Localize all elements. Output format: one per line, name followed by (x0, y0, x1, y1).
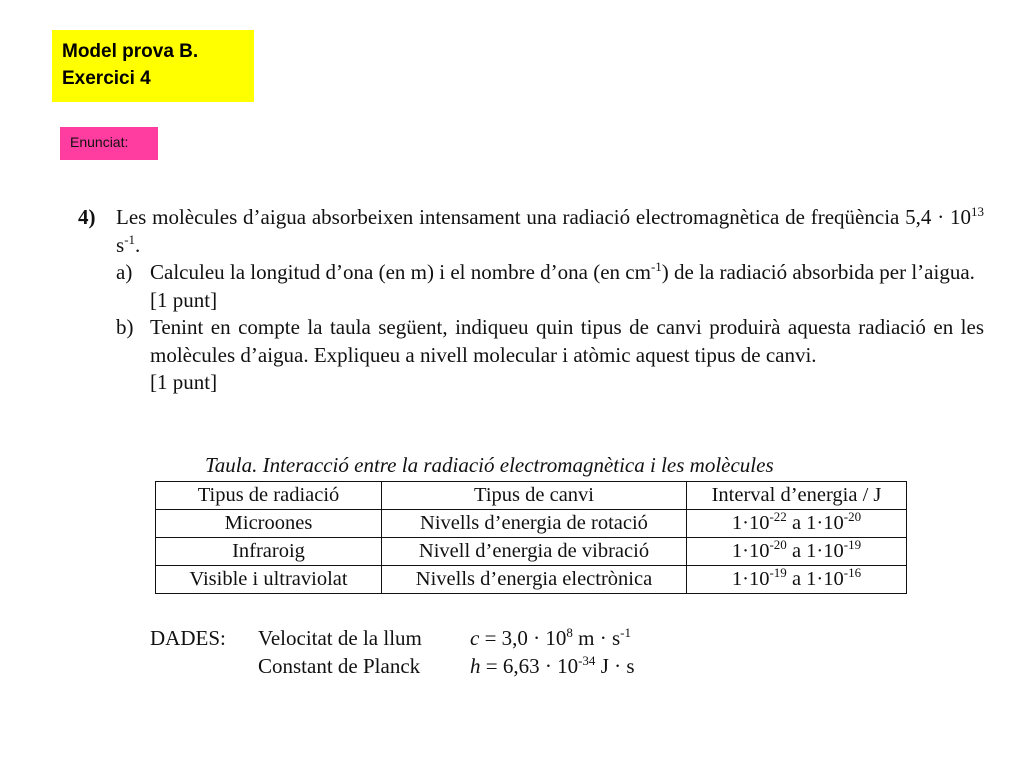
intro-exponent: 13 (971, 204, 984, 219)
part-a-text (150, 259, 984, 287)
table-row (156, 566, 907, 594)
planck-name: Constant de Planck (258, 654, 421, 678)
header-energy: Interval d’energia / J (687, 482, 907, 510)
title-line-1: Model prova B. (62, 41, 199, 62)
title-line-2: Exercici 4 (62, 68, 151, 89)
table-caption: Taula. Interacció entre la radiació electromagnètica i les molècules (205, 453, 774, 477)
part-a-exponent: -1 (650, 259, 662, 274)
table-row (156, 510, 907, 538)
energy-sep: a 1·10 (786, 568, 844, 590)
intro-unit-exponent: -1 (124, 231, 136, 247)
table-row (156, 538, 907, 566)
energy-sep: a 1·10 (786, 540, 844, 562)
energy-exp-low: -22 (769, 509, 787, 524)
statement-label: Enunciat: (60, 127, 158, 160)
energy-exp-low: -19 (769, 565, 787, 580)
cell-energy (687, 538, 907, 566)
light-speed-exponent: 8 (566, 625, 573, 640)
energy-base: 1·10 (731, 568, 770, 590)
part-b-label: b) (116, 315, 134, 339)
cell-energy (687, 566, 907, 594)
part-a-text-2: ) de la radiació absorbida per l’aigua. (661, 260, 975, 284)
intro-text: Les molècules d’aigua absorbeixen intensament una radiació electromagnètica de freqüència 5,4 · 10 (116, 205, 971, 229)
part-a-label: a) (116, 260, 133, 284)
part-b-points: [1 punt] (150, 370, 218, 394)
part-a-points: [1 punt] (150, 287, 218, 312)
data-label: DADES: (150, 626, 226, 650)
cell-change: Nivells d’energia electrònica (382, 566, 687, 594)
light-speed-name: Velocitat de la llum (258, 626, 422, 650)
problem-number: 4) (78, 205, 96, 229)
planck-value (470, 652, 635, 680)
radiation-table (155, 481, 907, 594)
problem-intro (116, 204, 984, 259)
light-speed-unit: m · s (572, 626, 621, 650)
part-a (116, 259, 984, 314)
cell-radiation: Visible i ultraviolat (156, 566, 382, 594)
title-box (52, 30, 254, 102)
problem-statement (78, 204, 984, 397)
cell-radiation: Infraroig (156, 538, 382, 566)
light-speed-unit-exponent: -1 (620, 625, 632, 640)
planck-symbol: h (470, 654, 481, 678)
light-speed-value (470, 624, 631, 652)
energy-base: 1·10 (731, 540, 770, 562)
energy-exp-high: -20 (843, 509, 862, 524)
planck-exponent: -34 (578, 653, 596, 668)
intro-end: . (135, 232, 141, 257)
energy-exp-high: -16 (843, 565, 862, 580)
header-radiation: Tipus de radiació (156, 482, 382, 510)
part-a-text-1: Calculeu la longitud d’ona (en m) i el nombre d’ona (en cm (150, 260, 651, 284)
light-speed-symbol: c (470, 626, 480, 650)
table-header-row (156, 482, 907, 510)
planck-unit: J · s (595, 654, 635, 678)
energy-sep: a 1·10 (786, 512, 844, 534)
cell-energy (687, 510, 907, 538)
cell-radiation: Microones (156, 510, 382, 538)
planck-number: = 6,63 · 10 (480, 654, 579, 678)
energy-exp-high: -19 (843, 537, 862, 552)
header-change: Tipus de canvi (382, 482, 687, 510)
intro-unit: s (116, 232, 125, 257)
energy-exp-low: -20 (769, 537, 787, 552)
energy-base: 1·10 (731, 512, 770, 534)
cell-change: Nivell d’energia de vibració (382, 538, 687, 566)
part-b (116, 314, 984, 397)
light-speed-number: = 3,0 · 10 (479, 626, 567, 650)
part-b-text: Tenint en compte la taula següent, indiqueu quin tipus de canvi produirà aquesta radiació en les molècules d’aigua. Expliqueu a nivell molecular i atòmic aquest tipus de canvi. (150, 315, 984, 367)
cell-change: Nivells d’energia de rotació (382, 510, 687, 538)
